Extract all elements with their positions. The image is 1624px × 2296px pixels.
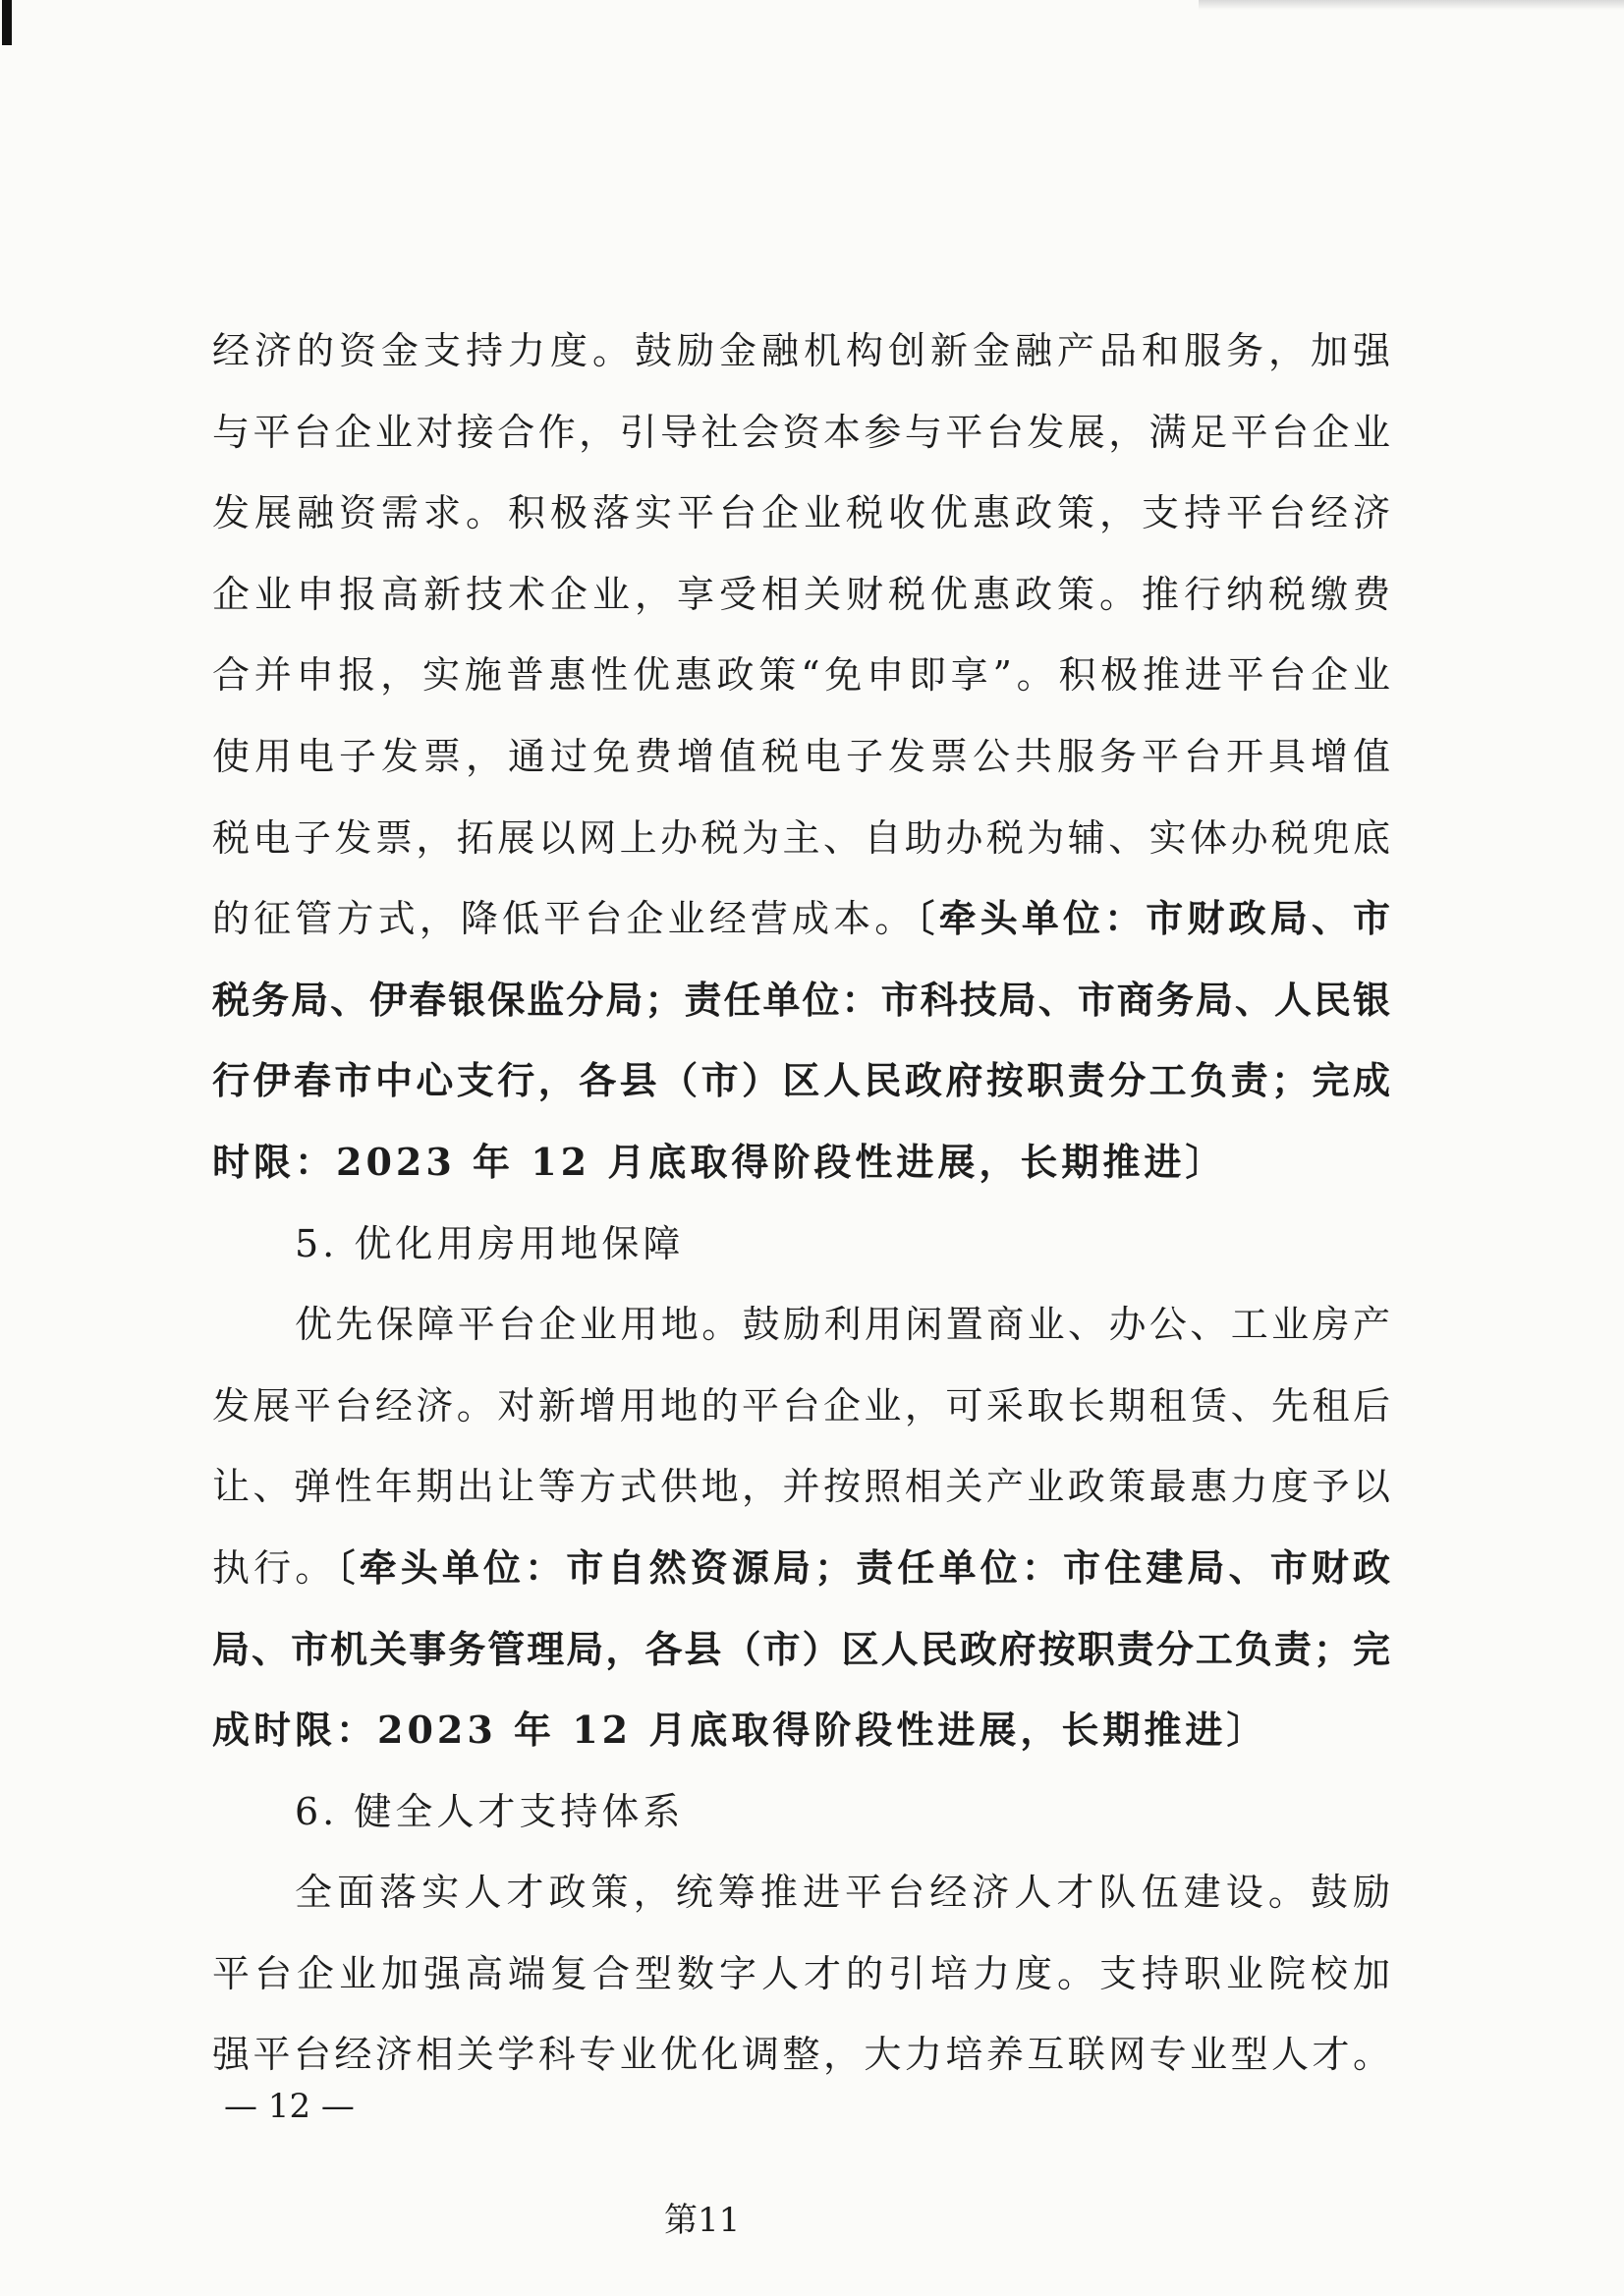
section-heading-5 [212, 1204, 1390, 1285]
body-text: 全面落实人才政策，统筹推进平台经济人才队伍建设。鼓励 [295, 1871, 1390, 1915]
body-text: 与平台企业对接合作，引导社会资本参与平台发展，满足平台企业 [212, 410, 1390, 454]
responsibility-line [212, 960, 1390, 1041]
body-text: 合并申报，实施普惠性优惠政策“免申即享”。积极推进平台企业 [212, 653, 1390, 698]
body-text: 使用电子发票，通过免费增值税电子发票公共服务平台开具增值 [212, 734, 1390, 778]
body-line [212, 1852, 1390, 1933]
body-text: 发展融资需求。积极落实平台企业税收优惠政策，支持平台经济 [212, 491, 1390, 535]
body-line [212, 798, 1390, 879]
body-line [212, 1528, 1390, 1609]
body-line [212, 635, 1390, 716]
body-text: 的征管方式，降低平台企业经营成本。 [212, 897, 917, 941]
body-line [212, 392, 1390, 474]
body-text: 经济的资金支持力度。鼓励金融机构创新金融产品和服务，加强 [212, 329, 1390, 372]
body-line [212, 1933, 1390, 2015]
body-line [212, 1284, 1390, 1366]
body-line [212, 1446, 1390, 1528]
responsibility-note: 成时限：2023 年 12 月底取得阶段性进展，长期推进〕 [212, 1708, 1268, 1753]
body-line [212, 716, 1390, 798]
body-text: 税电子发票，拓展以网上办税为主、自助办税为辅、实体办税兜底 [212, 815, 1390, 860]
responsibility-note: 行伊春市中心支行，各县（市）区人民政府按职责分工负责；完成 [212, 1058, 1390, 1103]
heading-text: 6. 健全人才支持体系 [295, 1789, 685, 1833]
section-heading-6 [212, 1771, 1390, 1853]
responsibility-line [212, 1690, 1390, 1771]
body-line [212, 2014, 1390, 2096]
responsibility-line [212, 1609, 1390, 1691]
heading-text: 5. 优化用房用地保障 [295, 1221, 685, 1265]
document-body [212, 310, 1390, 2096]
body-text: 执行。 [212, 1545, 337, 1590]
body-text: 发展平台经济。对新增用地的平台企业，可采取长期租赁、先租后 [212, 1383, 1390, 1428]
responsibility-note: 税务局、伊春银保监分局；责任单位：市科技局、市商务局、人民银 [212, 977, 1390, 1022]
responsibility-note: 〔牵头单位：市自然资源局；责任单位：市住建局、市财政 [336, 1544, 1390, 1590]
body-text: 平台企业加强高端复合型数字人才的引培力度。支持职业院校加 [212, 1951, 1390, 1995]
body-text: 企业申报高新技术企业，享受相关财税优惠政策。推行纳税缴费 [212, 572, 1390, 616]
responsibility-note: 时限：2023 年 12 月底取得阶段性进展，长期推进〕 [212, 1139, 1227, 1184]
scan-top-shade [1199, 0, 1624, 10]
body-text: 让、弹性年期出让等方式供地，并按照相关产业政策最惠力度予以 [212, 1465, 1390, 1509]
body-line [212, 473, 1390, 554]
responsibility-line [212, 1122, 1390, 1204]
body-line [212, 310, 1390, 392]
responsibility-note: 〔牵头单位：市财政局、市 [916, 896, 1390, 941]
body-line [212, 878, 1390, 960]
responsibility-line [212, 1040, 1390, 1122]
footer-page-label: 第11 [664, 2201, 741, 2240]
body-text: 优先保障平台企业用地。鼓励利用闲置商业、办公、工业房产 [295, 1303, 1390, 1347]
body-line [212, 554, 1390, 636]
body-line [212, 1366, 1390, 1447]
body-text: 强平台经济相关学科专业优化调整，大力培养互联网专业型人才。 [212, 2033, 1390, 2077]
responsibility-note: 局、市机关事务管理局，各县（市）区人民政府按职责分工负责；完 [212, 1626, 1390, 1671]
scan-edge-mark [2, 0, 12, 45]
page-number: — 12 — [224, 2087, 355, 2126]
